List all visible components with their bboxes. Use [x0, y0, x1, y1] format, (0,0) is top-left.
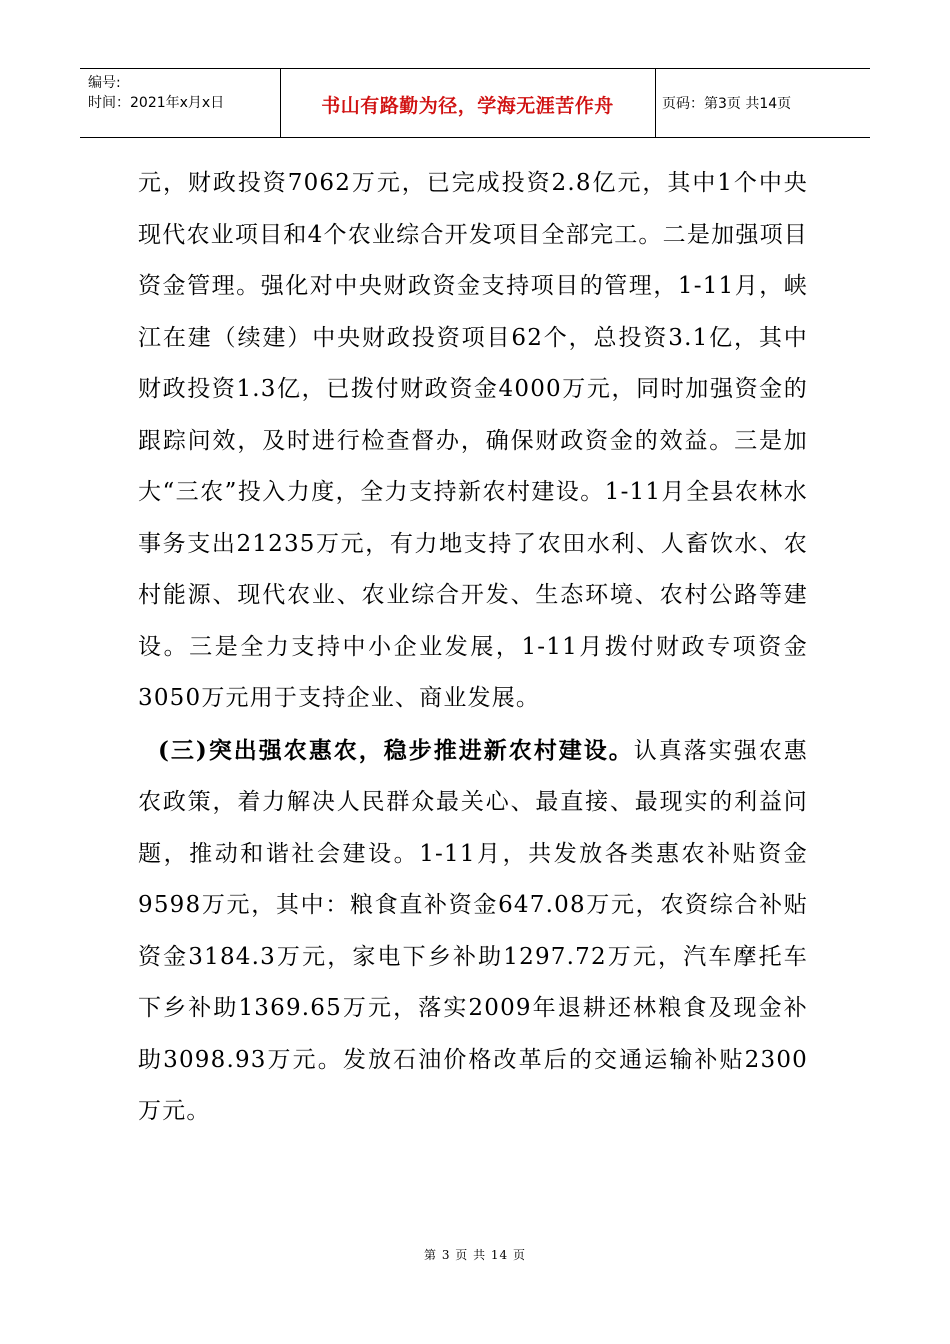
page-header: [80, 68, 870, 138]
header-motto: 书山有路勤为径，学海无涯苦作舟: [321, 95, 614, 117]
document-number-label: 编号:: [88, 75, 121, 91]
body-paragraph: [138, 725, 808, 1138]
header-meta: [88, 73, 278, 113]
section-text: 认真落实强农惠农政策，着力解决人民群众最关心、最直接、最现实的利益问题，推动和谐社会建设。1-11月，共发放各类惠农补贴资金9598万元，其中：粮食直补资金647.08万元，农资综合补贴资金3184.3万元，家电下乡补助1297.72万元，汽车摩托车下乡补助1369.65万元，落实2009年退耕还林粮食及现金补助3098.93万元。发放石油价格改革后的交通运输补贴2300万元。: [138, 737, 809, 1124]
body-paragraph: 元，财政投资7062万元，已完成投资2.8亿元，其中1个中央现代农业项目和4个农业综合开发项目全部完工。二是加强项目资金管理。强化对中央财政资金支持项目的管理，1-11月，峡江在建（续建）中央财政投资项目62个，总投资3.1亿，其中财政投资1.3亿，已拨付财政资金4000万元，同时加强资金的跟踪问效，及时进行检查督办，确保财政资金的效益。三是加大“三农”投入力度，全力支持新农村建设。1-11月全县农林水事务支出21235万元，有力地支持了农田水利、人畜饮水、农村能源、现代农业、农业综合开发、生态环境、农村公路等建设。三是全力支持中小企业发展，1-11月拨付财政专项资金3050万元用于支持企业、商业发展。: [138, 170, 808, 711]
document-body: [138, 158, 808, 1138]
header-divider: [655, 69, 656, 137]
section-heading: (三)突出强农惠农，稳步推进新农村建设。: [158, 736, 634, 764]
page-footer: 第 3 页 共 14 页: [424, 1248, 526, 1262]
header-page-info: 页码：第3页 共14页: [662, 96, 792, 112]
document-date-label: 时间：2021年x月x日: [88, 95, 225, 111]
